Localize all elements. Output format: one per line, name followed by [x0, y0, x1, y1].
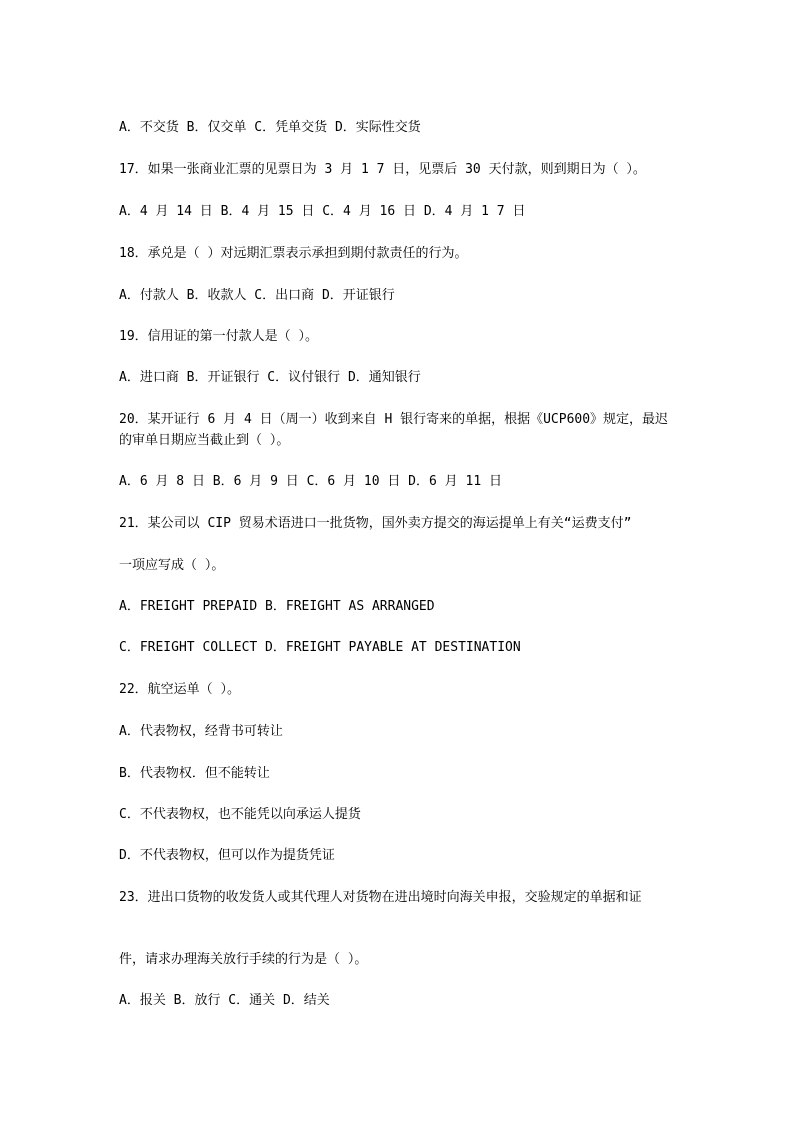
q22-option-b: B．代表物权．但不能转让 — [119, 766, 270, 781]
q22-option-c: C．不代表物权，也不能凭以向承运人提货 — [119, 807, 361, 822]
q22-question: 22．航空运单（ ）。 — [119, 682, 240, 697]
q19-options: A．进口商 B．开证银行 C．议付银行 D．通知银行 — [119, 370, 421, 385]
q19-question: 19．信用证的第一付款人是（ ）。 — [119, 329, 318, 344]
q22-option-a: A．代表物权，经背书可转让 — [119, 724, 283, 739]
q23-question-line1: 23．进出口货物的收发货人或其代理人对货物在进出境时向海关申报，交验规定的单据和证 — [119, 890, 642, 905]
q20-options: A．6 月 8 日 B．6 月 9 日 C．6 月 10 日 D．6 月 11 日 — [119, 474, 502, 489]
q22-option-d: D．不代表物权，但可以作为提货凭证 — [119, 848, 335, 863]
q17-question: 17．如果一张商业汇票的见票日为 3 月 1 7 日，见票后 30 天付款，则到期日为（ ）。 — [119, 162, 646, 177]
q18-options: A．付款人 B．收款人 C．出口商 D．开证银行 — [119, 288, 395, 303]
q23-options: A．报关 B．放行 C．通关 D．结关 — [119, 993, 330, 1008]
q21-question-line1: 21．某公司以 CIP 贸易术语进口一批货物，国外卖方提交的海运提单上有关“运费支付” — [119, 516, 632, 531]
q18-question: 18．承兑是（ ）对远期汇票表示承担到期付款责任的行为。 — [119, 246, 468, 261]
q16-options: A．不交货 B．仅交单 C．凭单交货 D．实际性交货 — [119, 120, 421, 135]
q21-question-line2: 一项应写成（ ）。 — [119, 558, 225, 573]
q17-options: A．4 月 14 日 B．4 月 15 日 C．4 月 16 日 D．4 月 1 7 日 — [119, 204, 526, 219]
q23-question-line2: 件，请求办理海关放行手续的行为是（ ）。 — [119, 952, 368, 967]
q21-options-line1: A．FREIGHT PREPAID B．FREIGHT AS ARRANGED — [119, 599, 435, 614]
q21-options-line2: C．FREIGHT COLLECT D．FREIGHT PAYABLE AT DESTINATION — [119, 640, 521, 655]
q20-question: 20．某开证行 6 月 4 日（周一）收到来自 H 银行寄来的单据，根据《UCP600》规定，最迟的审单日期应当截止到（ ）。 — [119, 412, 669, 448]
